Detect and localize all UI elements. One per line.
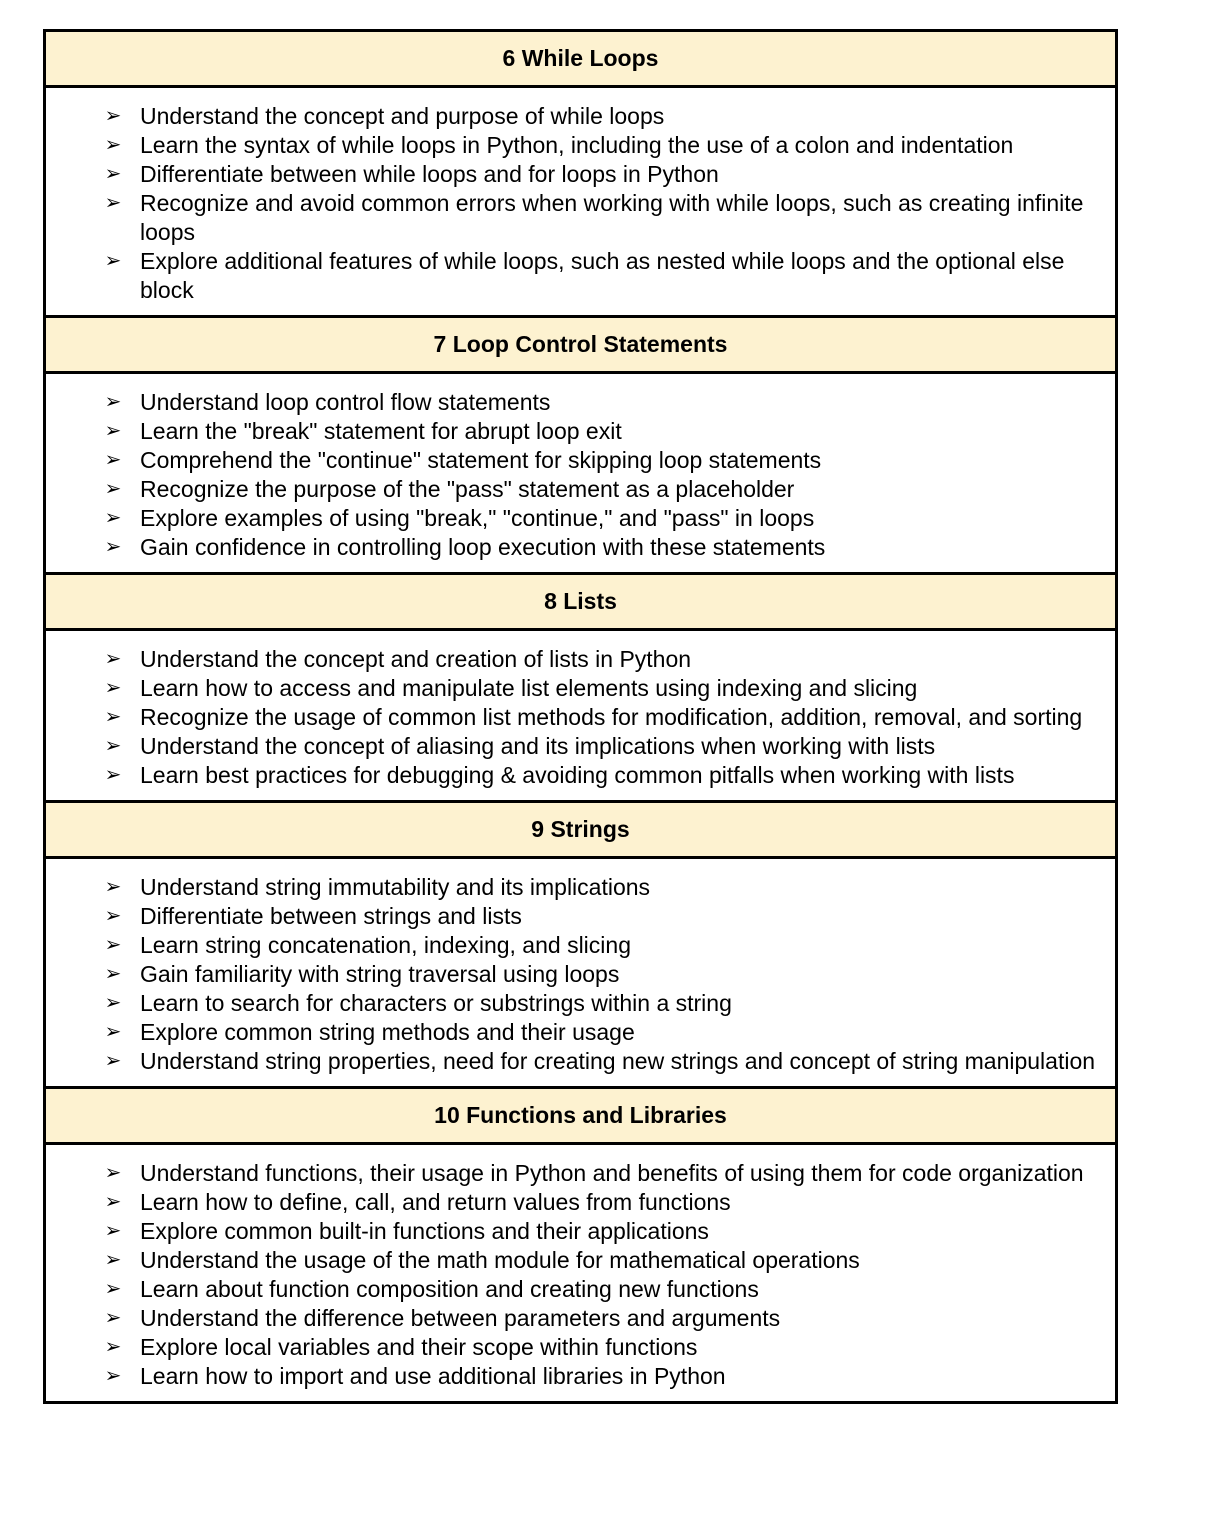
- section-title: 6 While Loops: [45, 31, 1117, 87]
- list-item-text: Learn how to define, call, and return values from functions: [140, 1189, 731, 1215]
- list-item: [98, 873, 1101, 902]
- arrowhead-bullet-icon: ➢: [104, 735, 122, 757]
- section-title: 8 Lists: [45, 574, 1117, 630]
- arrowhead-bullet-icon: ➢: [104, 163, 122, 185]
- list-item-text: Understand the concept of aliasing and its implications when working with lists: [140, 733, 936, 759]
- arrowhead-bullet-icon: ➢: [104, 1191, 122, 1213]
- list-item-text: Learn best practices for debugging & avoiding common pitfalls when working with lists: [140, 762, 1015, 788]
- section-body-row: [45, 1144, 1117, 1403]
- arrowhead-bullet-icon: ➢: [104, 764, 122, 786]
- list-item: [98, 1018, 1101, 1047]
- arrowhead-bullet-icon: ➢: [104, 192, 122, 214]
- section-body: [45, 630, 1117, 802]
- list-item-text: Understand functions, their usage in Python and benefits of using them for code organization: [140, 1160, 1084, 1186]
- list-item-text: Understand the concept and creation of lists in Python: [140, 646, 692, 672]
- list-item-text: Explore examples of using "break," "continue," and "pass" in loops: [140, 505, 815, 531]
- list-item: [98, 989, 1101, 1018]
- objectives-list: [46, 88, 1115, 315]
- arrowhead-bullet-icon: ➢: [104, 507, 122, 529]
- arrowhead-bullet-icon: ➢: [104, 250, 122, 272]
- list-item: [98, 446, 1101, 475]
- list-item: [98, 131, 1101, 160]
- section-header-row: [45, 31, 1117, 87]
- section-header-row: [45, 1088, 1117, 1144]
- list-item-text: Learn about function composition and creating new functions: [140, 1276, 759, 1302]
- list-item: [98, 1275, 1101, 1304]
- list-item-text: Gain confidence in controlling loop execution with these statements: [140, 534, 826, 560]
- list-item: [98, 960, 1101, 989]
- section-header-row: [45, 317, 1117, 373]
- list-item-text: Understand the difference between parameters and arguments: [140, 1305, 781, 1331]
- syllabus-table: [43, 29, 1118, 1404]
- list-item: [98, 1188, 1101, 1217]
- list-item-text: Learn string concatenation, indexing, and slicing: [140, 932, 631, 958]
- list-item-text: Gain familiarity with string traversal using loops: [140, 961, 620, 987]
- section-body: [45, 858, 1117, 1088]
- list-item-text: Understand string immutability and its implications: [140, 874, 651, 900]
- arrowhead-bullet-icon: ➢: [104, 1021, 122, 1043]
- list-item: [98, 902, 1101, 931]
- arrowhead-bullet-icon: ➢: [104, 105, 122, 127]
- list-item-text: Learn to search for characters or substrings within a string: [140, 990, 732, 1016]
- section-header-row: [45, 574, 1117, 630]
- list-item-text: Differentiate between while loops and for loops in Python: [140, 161, 719, 187]
- list-item-text: Understand string properties, need for creating new strings and concept of string manipulation: [140, 1048, 1096, 1074]
- arrowhead-bullet-icon: ➢: [104, 876, 122, 898]
- section-title: 7 Loop Control Statements: [45, 317, 1117, 373]
- arrowhead-bullet-icon: ➢: [104, 963, 122, 985]
- arrowhead-bullet-icon: ➢: [104, 391, 122, 413]
- list-item-text: Comprehend the "continue" statement for skipping loop statements: [140, 447, 822, 473]
- list-item-text: Differentiate between strings and lists: [140, 903, 522, 929]
- list-item: [98, 1362, 1101, 1391]
- section-body: [45, 87, 1117, 317]
- arrowhead-bullet-icon: ➢: [104, 905, 122, 927]
- section-header-row: [45, 802, 1117, 858]
- section-body-row: [45, 373, 1117, 574]
- list-item-text: Explore common built-in functions and their applications: [140, 1218, 709, 1244]
- arrowhead-bullet-icon: ➢: [104, 536, 122, 558]
- section-body: [45, 373, 1117, 574]
- list-item: [98, 102, 1101, 131]
- list-item: [98, 388, 1101, 417]
- list-item-text: Understand the usage of the math module for mathematical operations: [140, 1247, 860, 1273]
- arrowhead-bullet-icon: ➢: [104, 706, 122, 728]
- list-item: [98, 674, 1101, 703]
- section-title: 10 Functions and Libraries: [45, 1088, 1117, 1144]
- list-item-text: Learn the "break" statement for abrupt loop exit: [140, 418, 622, 444]
- list-item-text: Explore common string methods and their usage: [140, 1019, 635, 1045]
- list-item: [98, 1304, 1101, 1333]
- arrowhead-bullet-icon: ➢: [104, 1278, 122, 1300]
- list-item: [98, 504, 1101, 533]
- list-item: [98, 1159, 1101, 1188]
- arrowhead-bullet-icon: ➢: [104, 1220, 122, 1242]
- arrowhead-bullet-icon: ➢: [104, 1365, 122, 1387]
- arrowhead-bullet-icon: ➢: [104, 934, 122, 956]
- section-body-row: [45, 87, 1117, 317]
- list-item: [98, 761, 1101, 790]
- list-item: [98, 475, 1101, 504]
- list-item-text: Recognize and avoid common errors when working with while loops, such as creating infinite loops: [140, 190, 1084, 245]
- list-item-text: Recognize the purpose of the "pass" statement as a placeholder: [140, 476, 795, 502]
- arrowhead-bullet-icon: ➢: [104, 1249, 122, 1271]
- arrowhead-bullet-icon: ➢: [104, 1162, 122, 1184]
- section-body: [45, 1144, 1117, 1403]
- arrowhead-bullet-icon: ➢: [104, 449, 122, 471]
- arrowhead-bullet-icon: ➢: [104, 1336, 122, 1358]
- list-item-text: Explore additional features of while loops, such as nested while loops and the optional else block: [140, 248, 1065, 303]
- arrowhead-bullet-icon: ➢: [104, 1050, 122, 1072]
- list-item: [98, 645, 1101, 674]
- list-item: [98, 1333, 1101, 1362]
- list-item: [98, 703, 1101, 732]
- arrowhead-bullet-icon: ➢: [104, 478, 122, 500]
- list-item: [98, 1246, 1101, 1275]
- list-item-text: Learn how to access and manipulate list elements using indexing and slicing: [140, 675, 918, 701]
- list-item-text: Learn the syntax of while loops in Python, including the use of a colon and indentation: [140, 132, 1014, 158]
- list-item-text: Learn how to import and use additional libraries in Python: [140, 1363, 726, 1389]
- arrowhead-bullet-icon: ➢: [104, 648, 122, 670]
- list-item: [98, 189, 1101, 247]
- arrowhead-bullet-icon: ➢: [104, 134, 122, 156]
- arrowhead-bullet-icon: ➢: [104, 992, 122, 1014]
- arrowhead-bullet-icon: ➢: [104, 677, 122, 699]
- arrowhead-bullet-icon: ➢: [104, 420, 122, 442]
- objectives-list: [46, 1145, 1115, 1401]
- list-item-text: Understand loop control flow statements: [140, 389, 551, 415]
- objectives-list: [46, 631, 1115, 800]
- list-item: [98, 1047, 1101, 1076]
- list-item-text: Explore local variables and their scope within functions: [140, 1334, 698, 1360]
- objectives-list: [46, 374, 1115, 572]
- list-item: [98, 160, 1101, 189]
- syllabus-table-body: [45, 31, 1117, 1403]
- section-body-row: [45, 858, 1117, 1088]
- list-item: [98, 533, 1101, 562]
- list-item-text: Understand the concept and purpose of while loops: [140, 103, 665, 129]
- list-item: [98, 247, 1101, 305]
- list-item: [98, 417, 1101, 446]
- list-item: [98, 732, 1101, 761]
- section-body-row: [45, 630, 1117, 802]
- list-item: [98, 931, 1101, 960]
- list-item-text: Recognize the usage of common list methods for modification, addition, removal, and sorting: [140, 704, 1083, 730]
- objectives-list: [46, 859, 1115, 1086]
- arrowhead-bullet-icon: ➢: [104, 1307, 122, 1329]
- list-item: [98, 1217, 1101, 1246]
- section-title: 9 Strings: [45, 802, 1117, 858]
